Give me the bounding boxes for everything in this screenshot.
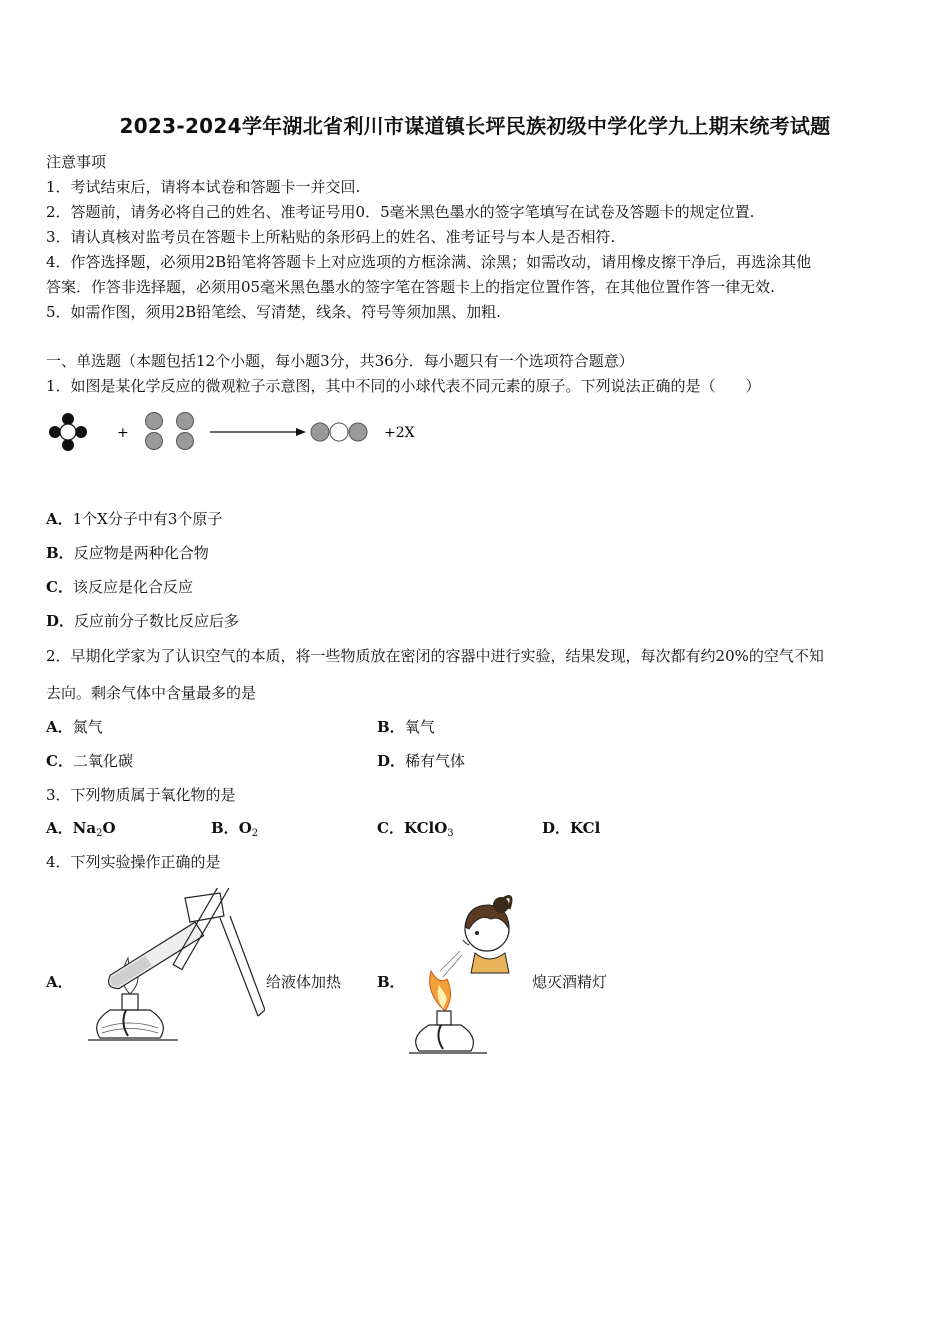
question-1-stem: 1．如图是某化学反应的微观粒子示意图，其中不同的小球代表不同元素的原子。下列说法正确的是（ ）: [46, 377, 761, 395]
notice-item: 4．作答选择题，必须用2B铅笔将答题卡上对应选项的方框涂满、涂黑；如需改动，请用橡皮擦干净后，再选涂其他: [46, 253, 812, 271]
option-a[interactable]: A．1个X分子中有3个原子: [46, 510, 223, 528]
notice-heading: 注意事项: [46, 153, 107, 171]
question-2-stem: 去向。剩余气体中含量最多的是: [46, 684, 257, 702]
question-4-stem: 4．下列实验操作正确的是: [46, 853, 221, 871]
plus-sign: +: [117, 425, 129, 441]
option-b-letter[interactable]: B．: [377, 973, 405, 991]
option-b[interactable]: B．反应物是两种化合物: [46, 544, 209, 562]
notice-item: 3．请认真核对监考员在答题卡上所粘贴的条形码上的姓名、准考证号与本人是否相符.: [46, 228, 616, 246]
option-d[interactable]: D．KCl: [542, 819, 601, 837]
product-suffix: +2X: [384, 425, 415, 441]
reaction-arrow-icon: [210, 428, 306, 436]
option-b-caption: 熄灭酒精灯: [532, 973, 608, 991]
notice-item: 5．如需作图，须用2B铅笔绘、写清楚，线条、符号等须加黑、加粗.: [46, 303, 501, 321]
option-c[interactable]: C．二氧化碳: [46, 752, 133, 770]
option-d[interactable]: D．反应前分子数比反应后多: [46, 612, 240, 630]
molecule-icon: [49, 413, 87, 451]
option-c[interactable]: C．KClO$_3$: [377, 819, 454, 839]
heating-liquid-figure-icon: [80, 888, 265, 1058]
option-a[interactable]: A．氮气: [46, 718, 103, 736]
question-3-stem: 3．下列物质属于氧化物的是: [46, 786, 236, 804]
option-b[interactable]: B．氧气: [377, 718, 435, 736]
molecule-icon: [146, 413, 194, 450]
option-b[interactable]: B．$O_2$: [211, 819, 259, 839]
reaction-diagram: [44, 405, 424, 460]
option-c[interactable]: C．该反应是化合反应: [46, 578, 193, 596]
notice-item: 1．考试结束后，请将本试卷和答题卡一并交回.: [46, 178, 361, 196]
exam-title: 2023-2024学年湖北省利川市谋道镇长坪民族初级中学化学九上期末统考试题: [119, 114, 831, 138]
option-a-letter[interactable]: A．: [46, 973, 73, 991]
notice-item: 答案．作答非选择题，必须用05毫米黑色墨水的签字笔在答题卡上的指定位置作答，在其他位置作答一律无效.: [46, 278, 775, 296]
molecule-icon: [311, 423, 367, 441]
option-a-caption: 给液体加热: [266, 973, 342, 991]
question-2-stem: 2．早期化学家为了认识空气的本质，将一些物质放在密闭的容器中进行实验，结果发现，每次都有约20%的空气不知: [46, 647, 824, 665]
section-heading: 一、单选题（本题包括12个小题，每小题3分，共36分．每小题只有一个选项符合题意）: [46, 352, 634, 370]
blowing-out-lamp-figure-icon: [405, 893, 525, 1063]
option-d[interactable]: D．稀有气体: [377, 752, 466, 770]
option-a[interactable]: A．$Na_2O$: [46, 819, 116, 839]
notice-item: 2．答题前，请务必将自己的姓名、准考证号用0．5毫米黑色墨水的签字笔填写在试卷及答题卡的规定位置.: [46, 203, 755, 221]
